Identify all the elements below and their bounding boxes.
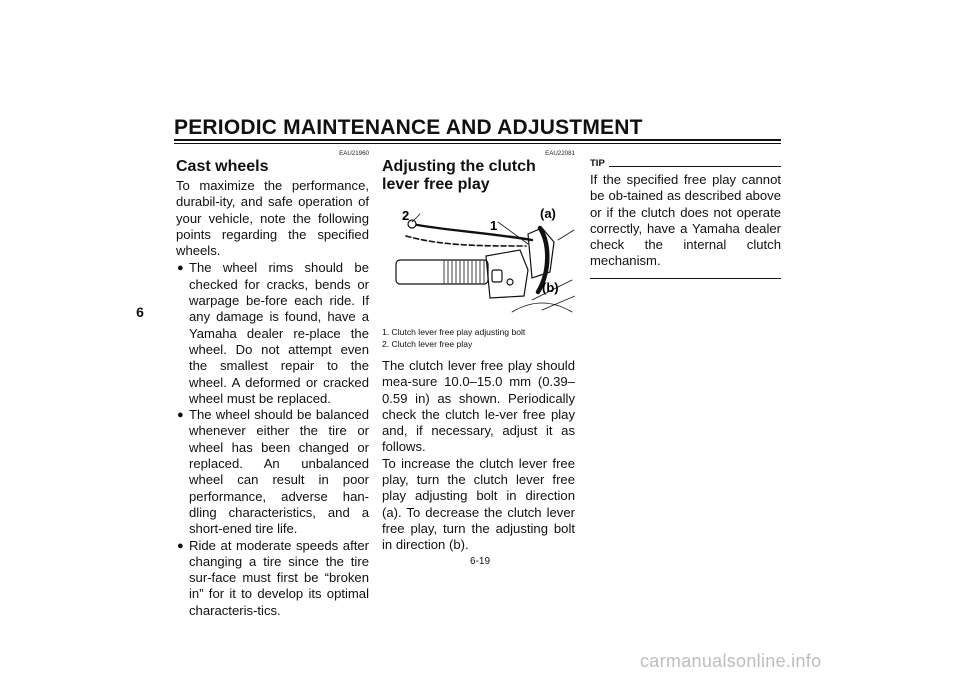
caption-2: 2. Clutch lever free play — [382, 339, 473, 349]
bullet-text: The wheel should be balanced whenever either the tire or wheel has been changed or replaced. An unbalanced wheel can result in poor performance, adverse han-dling characteristics, and a short-ened tire life. — [189, 407, 369, 537]
left-column — [176, 150, 369, 619]
right-column — [590, 150, 781, 279]
section-heading-cast-wheels: Cast wheels — [176, 158, 269, 175]
watermark: carmanualsonline.info — [640, 651, 822, 671]
page-title: PERIODIC MAINTENANCE AND ADJUSTMENT — [174, 116, 643, 139]
bullet-icon: ● — [177, 409, 184, 422]
tip-rule — [609, 166, 781, 167]
bullet-text: Ride at moderate speeds after changing a tire since the tire sur-face must first be “broken in” for it to develop its optimal characteris-tics. — [189, 537, 369, 618]
bullet-text: The wheel rims should be checked for cracks, bends or warpage be-fore each ride. If any damage is found, have a Yamaha dealer re-place the wheel. Do not attempt even the smallest repair to the wheel. A deformed or cracked wheel must be replaced. — [189, 260, 369, 406]
figure-label-2: 2 — [402, 208, 410, 223]
caption-1: 1. Clutch lever free play adjusting bolt — [382, 327, 526, 337]
section-code: EAU21960 — [339, 150, 369, 157]
bullet-icon: ● — [177, 539, 184, 552]
clutch-lever-drawing — [382, 200, 575, 322]
tip-label: TIP — [590, 157, 605, 169]
bullet-item — [176, 260, 369, 407]
figure-label-1: 1 — [490, 218, 498, 233]
section-code: EAU22081 — [545, 150, 575, 157]
bullet-list — [176, 260, 369, 619]
tip-text: If the specified free play cannot be ob-tained as described above or if the clutch does not operate correctly, have a Yamaha dealer check the internal clutch mechanism. — [590, 172, 781, 269]
section-heading-clutch: Adjusting the clutch lever free play — [382, 158, 536, 193]
middle-column — [382, 150, 575, 554]
figure-label-a: (a) — [540, 206, 556, 221]
header-rule-thin — [174, 143, 781, 144]
tip-header — [590, 156, 781, 172]
figure-captions — [382, 326, 575, 350]
adjustment-paragraph: To increase the clutch lever free play, turn the clutch lever free play adjusting bolt in direction (a). To decrease the clutch lever free play, turn the adjusting bolt in direction (b). — [382, 455, 575, 553]
bullet-icon: ● — [177, 262, 184, 275]
figure-label-b: (b) — [542, 280, 559, 295]
free-play-paragraph: The clutch lever free play should mea-sure 10.0–15.0 mm (0.39–0.59 in) as shown. Periodically check the clutch le-ver free play and, if necessary, adjust it as follows. — [382, 358, 575, 455]
tip-end-rule — [590, 278, 781, 279]
clutch-lever-illustration — [382, 200, 575, 322]
page-number: 6-19 — [469, 556, 490, 567]
bullet-item — [176, 538, 369, 619]
intro-paragraph: To maximize the performance, durabil-ity, and safe operation of your vehicle, note the following points regarding the specified wheels. — [176, 178, 369, 259]
bullet-item — [176, 407, 369, 537]
chapter-tab: 6 — [136, 304, 144, 320]
header-rule-thick — [174, 139, 781, 141]
